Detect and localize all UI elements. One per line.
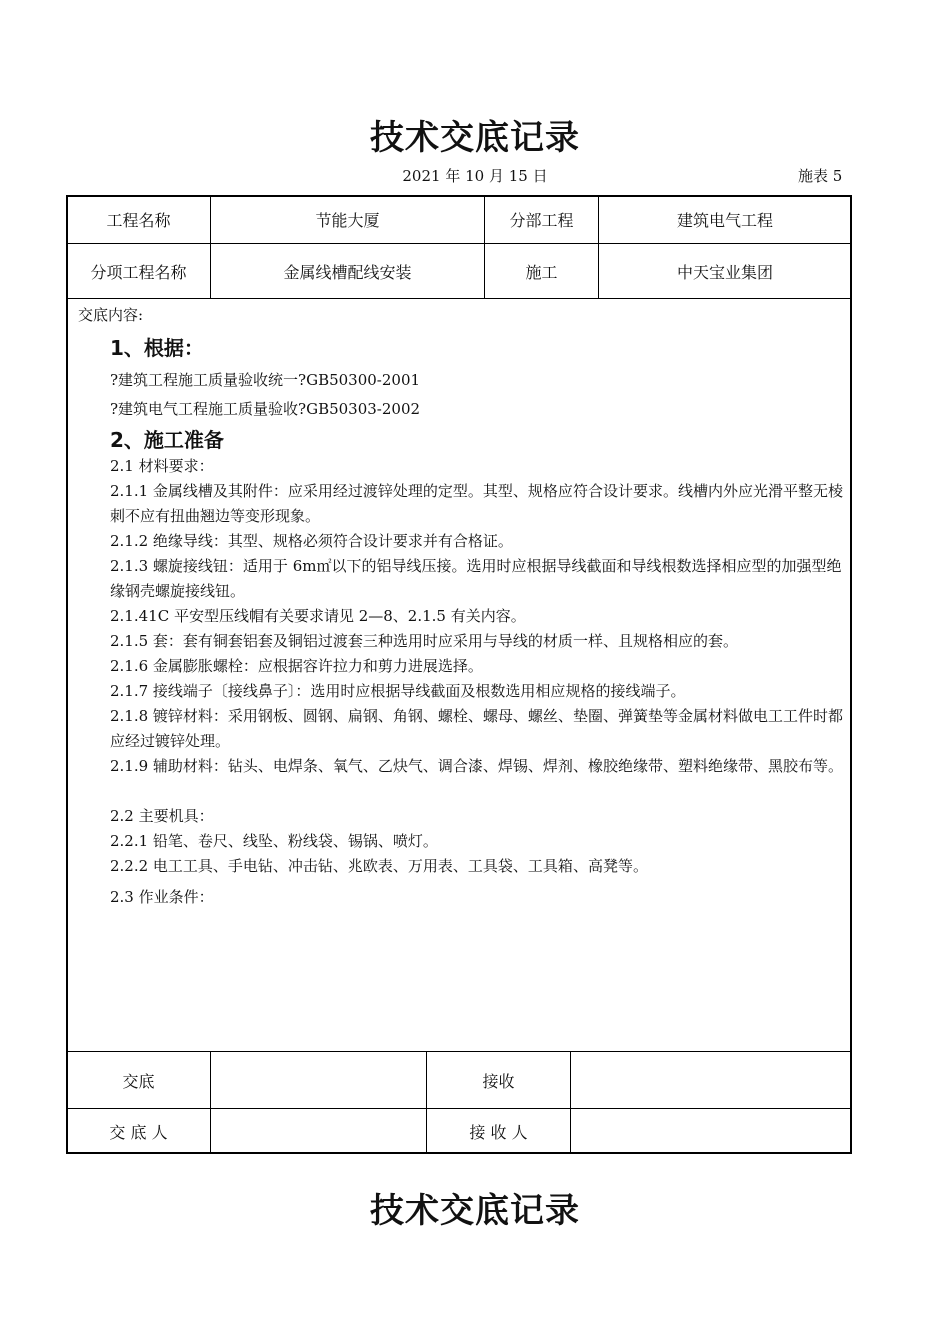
content-paragraph: 2.1.41C 平安型压线帽有关要求请见 2—8、2.1.5 有关内容。 [110, 607, 526, 625]
handover-person-value [211, 1109, 426, 1153]
content-paragraph: 2.2.2 电工工具、手电钻、冲击钻、兆欧表、万用表、工具袋、工具箱、高凳等。 [110, 857, 648, 875]
content-paragraph: 2.3 作业条件： [110, 888, 214, 906]
contractor-value: 中天宝业集团 [676, 262, 773, 282]
receiver-person-label: 接 收 人 [469, 1122, 528, 1142]
receiver-label: 接收 [482, 1071, 515, 1091]
content-paragraph: 2.1.7 接线端子〔接线鼻子〕：选用时应根据导线截面及根数选用相应规格的接线端子。 [110, 682, 686, 700]
handover-person-label: 交 底 人 [109, 1122, 168, 1142]
section-heading: 1、根据： [110, 336, 204, 360]
receiver-person-value [571, 1109, 851, 1153]
project-name-value: 节能大厦 [315, 211, 380, 230]
section-heading: 2、施工准备 [110, 428, 224, 452]
document-title: 技术交底记录 [370, 118, 580, 158]
document-title-next-page: 技术交底记录 [370, 1191, 580, 1231]
contractor-label: 施工 [525, 262, 558, 282]
handover-value [211, 1052, 426, 1108]
subitem-name-label: 分项工程名称 [90, 262, 187, 282]
content-paragraph: 2.1.9 辅助材料：钻头、电焊条、氧气、乙炔气、调合漆、焊锡、焊剂、橡胶绝缘带、塑料绝缘带、黑胶布等。 [110, 757, 843, 775]
form-number: 施表 5 [798, 167, 843, 185]
date-text: 2021 年 10 月 15 日 [402, 167, 548, 185]
content-paragraph: 2.2.1 铅笔、卷尺、线坠、粉线袋、锡锅、喷灯。 [110, 832, 438, 850]
reference-item: ?建筑工程施工质量验收统一?GB50300-2001 [110, 371, 421, 389]
content-paragraph: 2.1 材料要求： [110, 457, 214, 475]
content-paragraph: 2.1.3 螺旋接线钮：适用于 6m㎡以下的铝导线压接。选用时应根据导线截面和导线根数选择相应型的加强型绝缘钢壳螺旋接线钮。 [110, 557, 842, 600]
division-value: 建筑电气工程 [676, 211, 773, 230]
content-paragraph: 2.1.1 金属线槽及其附件：应采用经过渡锌处理的定型。其型、规格应符合设计要求。线槽内外应光滑平整无棱刺不应有扭曲翘边等变形现象。 [110, 482, 843, 525]
subitem-name-value: 金属线槽配线安装 [283, 262, 412, 282]
project-name-label: 工程名称 [106, 211, 171, 230]
handover-label: 交底 [122, 1071, 155, 1091]
reference-item: ?建筑电气工程施工质量验收?GB50303-2002 [110, 400, 421, 418]
content-paragraph: 2.1.8 镀锌材料：采用钢板、圆钢、扁钢、角钢、螺栓、螺母、螺丝、垫圈、弹簧垫等金属材料做电工工件时都应经过镀锌处理。 [110, 707, 843, 750]
content-paragraph: 2.1.2 绝缘导线：其型、规格必须符合设计要求并有合格证。 [110, 532, 513, 550]
division-label: 分部工程 [509, 211, 574, 230]
content-paragraph: 2.1.6 金属膨胀螺栓：应根据容许拉力和剪力进展选择。 [110, 657, 483, 675]
content-label: 交底内容: [78, 306, 144, 324]
receiver-value [571, 1052, 851, 1108]
table-divider [67, 298, 851, 299]
content-paragraph: 2.2 主要机具： [110, 807, 214, 825]
content-paragraph: 2.1.5 套：套有铜套铝套及铜铝过渡套三种选用时应采用与导线的材质一样、且规格相应的套。 [110, 632, 738, 650]
